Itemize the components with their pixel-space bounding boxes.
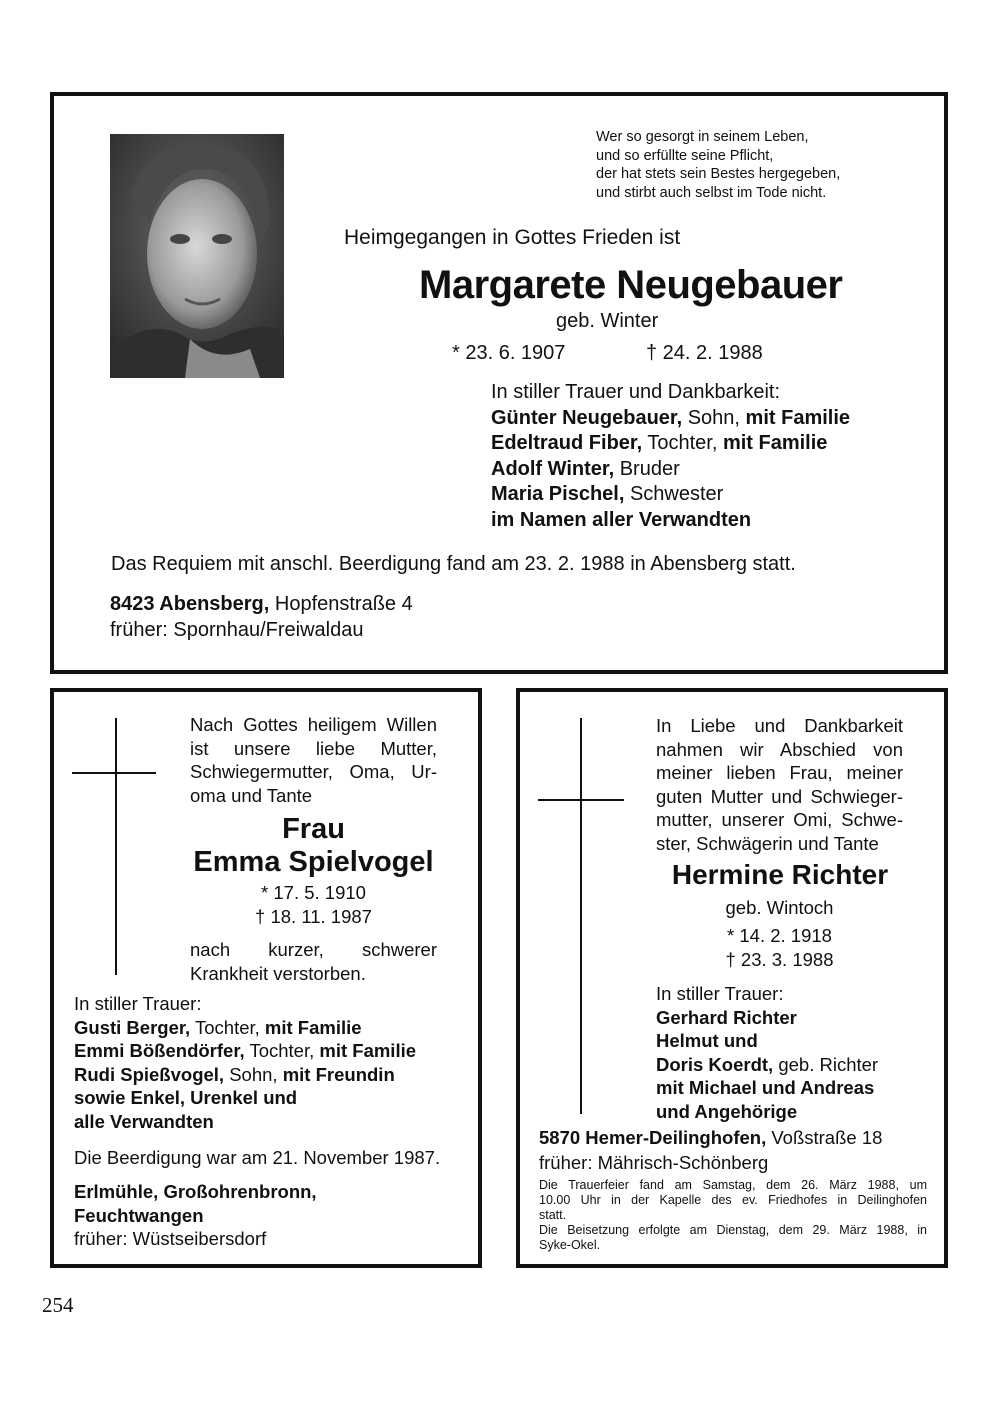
mourner-role: Tochter, [190,1016,260,1038]
intro-line: nahmen wir Abschied von [656,738,903,760]
requiem-text: Das Requiem mit anschl. Beerdigung fand am 23. 2. 1988 in Abensberg statt. [111,553,796,575]
mourners-block [491,380,850,533]
mourning-intro: In stiller Trauer: [656,983,784,1004]
mourner-role: Sohn, [224,1063,278,1085]
address-block [74,1180,317,1251]
mourner-name: Emmi Bößendörfer, [74,1040,245,1061]
address-line [539,1127,882,1149]
portrait-image [110,134,284,378]
intro-line: In Liebe und Dankbarkeit [656,715,903,736]
address-line [110,593,413,616]
address-line: Feuchtwangen [74,1204,204,1226]
cause-line: Krankheit verstorben. [190,962,366,984]
mourners-block [74,992,416,1133]
mourning-intro: In stiller Trauer und Dankbarkeit: [491,381,781,403]
deceased-name: Emma Spielvogel [193,846,434,878]
mourner-suffix: mit Freundin [277,1063,395,1085]
intro-line: oma und Tante [190,784,313,806]
intro-line: meiner lieben Frau, meiner [656,762,903,783]
mourner-name: Rudi Spießvogel, [74,1063,225,1085]
birth-date: * 14. 2. 1918 [727,925,832,946]
mourning-intro: In stiller Trauer: [74,993,202,1014]
mourner-suffix: mit Familie [739,406,851,429]
mourner-name: Adolf Winter, [491,457,615,480]
burial-line: Syke-Okel. [539,1238,601,1252]
deceased-name: Margarete Neugebauer [419,263,843,307]
mourner-name: Maria Pischel, [491,483,625,505]
intro-line: ster, Schwägerin und Tante [656,832,879,854]
burial-line: Die Beisetzung erfolgte am Dienstag, dem 29. März 1988, in [539,1223,927,1237]
address-city: 5870 Hemer-Deilinghofen, [539,1127,767,1148]
service-line: Die Trauerfeier fand am Samstag, dem 26. März 1988, um [539,1178,927,1192]
mourner-role: Tochter, [642,432,718,454]
cause-block [190,938,437,985]
mourner-role: Bruder [614,457,680,480]
death-date: † 23. 3. 1988 [725,949,834,970]
intro-line: Nach Gottes heiligem Willen [190,714,437,735]
service-line: statt. [539,1208,567,1222]
address-line: Erlmühle, Großohrenbronn, [74,1181,317,1202]
mourner-line [491,457,850,483]
intro-line: ist unsere liebe Mutter, [190,737,437,759]
extra-line: sowie Enkel, Urenkel und [74,1087,298,1108]
formerly-line: früher: Mährisch-Schönberg [539,1152,769,1173]
mourner-line: mit Michael und Andreas [656,1077,875,1098]
mourner-line [74,1039,416,1063]
address-street: Voßstraße 18 [766,1127,883,1148]
title-frau: Frau [282,813,345,845]
mourner-role: Schwester [624,483,724,505]
formerly-line: früher: Spornhau/Freiwaldau [110,619,364,641]
mourner-role: Sohn, [682,406,740,429]
mourner-name: Doris Koerdt, [656,1053,774,1075]
intro-line: guten Mutter und Schwieger- [656,785,903,807]
page-number: 254 [42,1293,74,1317]
cross-icon [115,718,117,975]
mourner-line [491,431,850,457]
mourner-line [491,406,850,432]
deceased-name: Hermine Richter [671,859,889,890]
intro-line: mutter, unserer Omi, Schwe- [656,809,903,830]
cause-line: nach kurzer, schwerer [190,939,437,960]
mourner-line: Helmut und [656,1030,758,1051]
death-date: † 18. 11. 1987 [255,906,372,927]
mourner-line: und Angehörige [656,1100,798,1122]
verse-line: Wer so gesorgt in seinem Leben, [596,129,809,145]
mourner-suffix: mit Familie [259,1016,362,1038]
verse-line: der hat stets sein Bestes hergegeben, [596,166,841,182]
extra-line: alle Verwandten [74,1110,214,1132]
service-text [539,1178,927,1253]
cross-bar [72,772,156,774]
mourners-block [656,982,878,1123]
mourner-name: Edeltraud Fiber, [491,432,643,454]
mourner-suffix: mit Familie [717,432,828,454]
mourner-line [491,482,850,508]
birth-date: * 23. 6. 1907 [452,342,566,364]
verse [596,128,840,202]
mourner-line [656,1053,878,1077]
mourner-line [74,1063,416,1087]
cross-bar [538,799,624,801]
maiden-name: geb. Wintoch [725,897,834,918]
funeral-text: Die Beerdigung war am 21. November 1987. [74,1147,441,1168]
intro-block [190,713,437,807]
mourner-role: geb. Richter [773,1053,879,1075]
intro-text: Heimgegangen in Gottes Frieden ist [344,226,681,249]
mourner-name: Günter Neugebauer, [491,406,683,429]
intro-line: Schwiegermutter, Oma, Ur- [190,761,437,782]
death-date: † 24. 2. 1988 [646,342,763,364]
maiden-name: geb. Winter [556,310,659,332]
address-city: 8423 Abensberg, [110,593,270,615]
mourner-name: Gusti Berger, [74,1016,191,1038]
mourner-role: Tochter, [244,1040,315,1061]
portrait-photo [110,134,284,378]
formerly-line: früher: Wüstseibersdorf [74,1228,267,1249]
service-line: 10.00 Uhr in der Kapelle des ev. Friedhofes in Deilinghofen [539,1193,927,1207]
cross-icon [580,718,582,1114]
mourner-line: Gerhard Richter [656,1006,797,1028]
birth-date: * 17. 5. 1910 [261,882,366,903]
intro-block [656,714,903,855]
address-street: Hopfenstraße 4 [269,593,413,615]
verse-line: und stirbt auch selbst im Tode nicht. [596,184,827,201]
relatives-line: im Namen aller Verwandten [491,508,752,531]
mourner-suffix: mit Familie [314,1040,417,1061]
verse-line: und so erfüllte seine Pflicht, [596,147,774,164]
mourner-line [74,1016,416,1040]
